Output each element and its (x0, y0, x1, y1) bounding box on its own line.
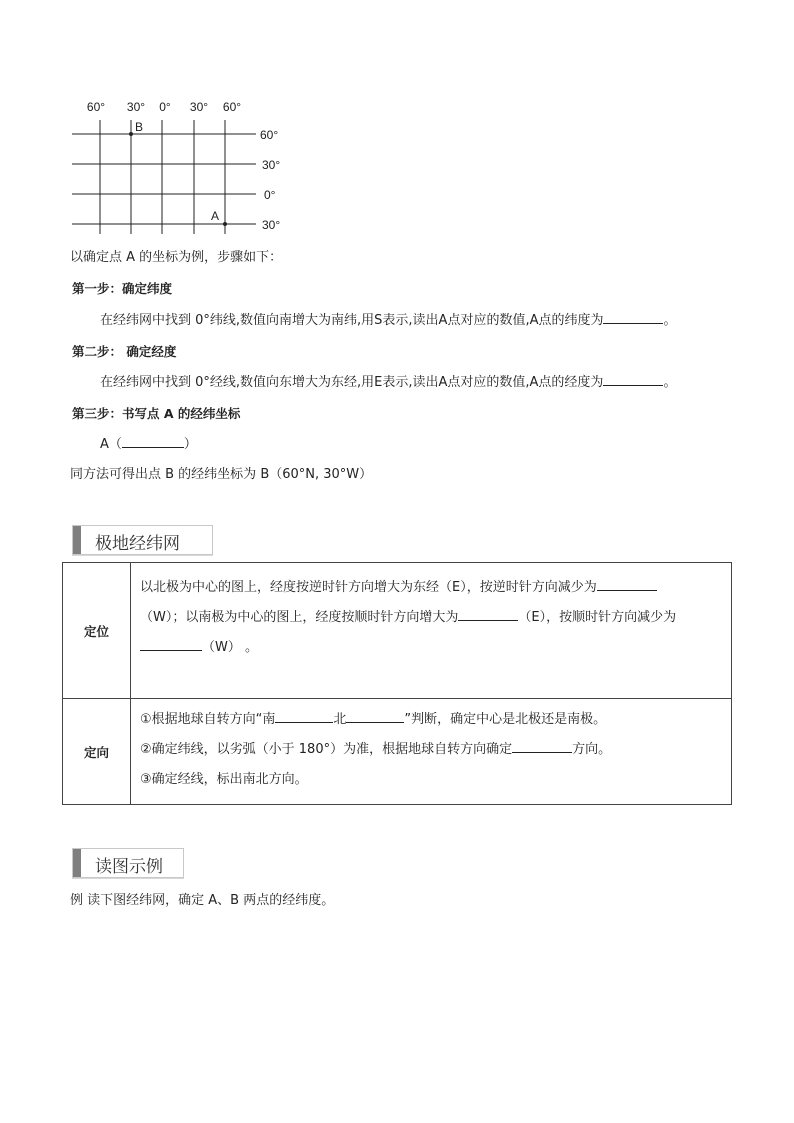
step2-end: 。 (663, 375, 677, 390)
top-label-4: 60° (222, 100, 242, 114)
orientation-text-2b: 方向。 (572, 742, 612, 757)
orientation-text-3: ③确定经线，标出南北方向。 (140, 772, 308, 787)
section-title: 读图示例 (95, 857, 163, 877)
orientation-blank-2[interactable] (346, 710, 404, 723)
point-b-label: B (135, 120, 144, 134)
step2-line (100, 373, 676, 392)
orientation-text-1a: ①根据地球自转方向“南 (140, 712, 276, 727)
step1-line (100, 311, 677, 330)
table-row (63, 699, 732, 805)
orientation-line-3 (132, 765, 730, 795)
step1-end: 。 (663, 313, 677, 328)
section-header-polar (72, 525, 213, 555)
point-a-label: A (211, 209, 220, 223)
coord-prefix: A（ (100, 437, 122, 452)
position-line-1 (132, 573, 730, 603)
position-text-2a: （W）；以南极为中心的图上，经度按顺时针方向增大为 (140, 610, 459, 625)
position-blank-2[interactable] (458, 608, 518, 621)
polar-info-table (62, 562, 732, 805)
orientation-line-1 (132, 705, 730, 735)
intro-text: 以确定点 A 的坐标为例，步骤如下： (70, 250, 283, 265)
step1-title: 第一步：确定纬度 (72, 281, 173, 296)
step2-blank[interactable] (603, 373, 663, 386)
orientation-blank-3[interactable] (512, 740, 572, 753)
orientation-line-2 (132, 735, 730, 765)
top-label-2: 0° (159, 100, 171, 114)
position-blank-1[interactable] (597, 578, 657, 591)
step2-title: 第二步： 确定经度 (72, 344, 177, 359)
example-text: 例 读下图经纬网，确定 A、B 两点的经纬度。 (70, 893, 335, 908)
section-bar (73, 849, 81, 877)
top-label-3: 30° (189, 100, 209, 114)
step1-blank[interactable] (603, 311, 663, 324)
position-line-2 (132, 603, 730, 633)
right-label-1: 30° (262, 158, 281, 172)
row-body-orientation (131, 699, 732, 805)
position-blank-3[interactable] (140, 638, 202, 651)
position-text-1: 以北极为中心的图上，经度按逆时针方向增大为东经（E），按逆时针方向减少为 (140, 580, 597, 595)
right-label-2: 0° (264, 188, 276, 202)
point-b-marker (129, 132, 133, 136)
right-label-3: 30° (262, 218, 281, 232)
orientation-text-2a: ②确定纬线，以劣弧（小于 180°）为准，根据地球自转方向确定 (140, 742, 513, 757)
section-header-example (72, 848, 184, 878)
coord-blank[interactable] (122, 435, 184, 448)
right-label-0: 60° (260, 128, 279, 142)
step1-text: 在经纬网中找到 0°纬线,数值向南增大为南纬,用S表示,读出A点对应的数值,A点的纬度为 (100, 313, 604, 328)
same-method-text: 同方法可得出点 B 的经纬坐标为 B（60°N, 30°W） (70, 467, 373, 482)
orientation-blank-1[interactable] (275, 710, 333, 723)
row-head-position: 定位 (63, 563, 131, 699)
lat-lon-grid (60, 96, 300, 241)
position-text-3: （W） 。 (202, 640, 258, 655)
position-line-3 (132, 633, 730, 663)
section-title: 极地经纬网 (95, 534, 180, 554)
position-text-2b: （E），按顺时针方向减少为 (518, 610, 677, 625)
point-a-marker (223, 222, 227, 226)
step3-coord (100, 435, 197, 454)
step3-title: 第三步：书写点 A 的经纬坐标 (72, 406, 241, 421)
section-bar (73, 526, 81, 554)
top-label-1: 30° (126, 100, 146, 114)
row-body-position (131, 563, 732, 699)
row-head-orientation: 定向 (63, 699, 131, 805)
coord-suffix: ） (183, 437, 197, 452)
orientation-text-1c: ”判断，确定中心是北极还是南极。 (404, 712, 607, 727)
step2-text: 在经纬网中找到 0°经线,数值向东增大为东经,用E表示,读出A点对应的数值,A点的经度为 (100, 375, 604, 390)
table-row (63, 563, 732, 699)
top-label-0: 60° (86, 100, 106, 114)
orientation-text-1b: 北 (333, 712, 347, 727)
